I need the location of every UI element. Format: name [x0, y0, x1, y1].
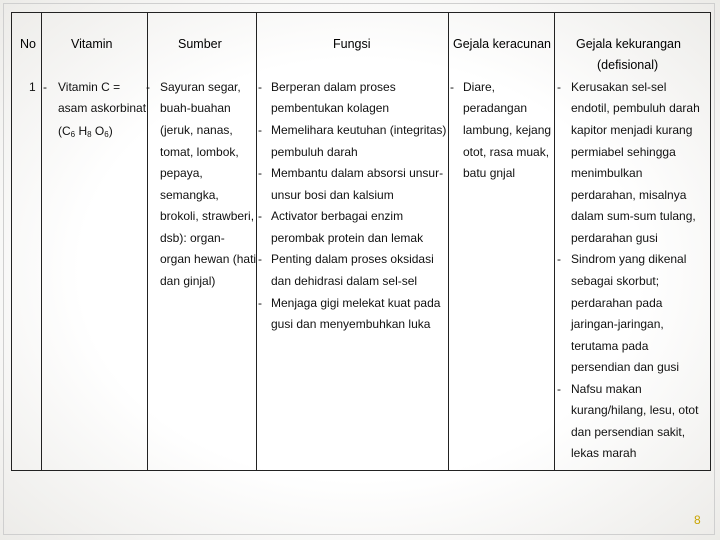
sumber-line: pepaya,	[160, 166, 203, 180]
sumber-line: buah-buahan	[160, 101, 231, 115]
keracunan-line: batu gnjal	[463, 166, 516, 180]
table-bottom-border	[11, 470, 711, 471]
kekurangan-line: persendian dan gusi	[571, 360, 680, 374]
fungsi-line: Penting dalam proses oksidasi	[271, 252, 434, 266]
fungsi-dash: -	[258, 123, 262, 137]
fungsi-dash: -	[258, 209, 262, 223]
kekurangan-line: perdarahan pada	[571, 296, 663, 310]
sumber-line: tomat, lombok,	[160, 145, 239, 159]
fungsi-line: Memelihara keutuhan (integritas)	[271, 123, 447, 137]
fungsi-line: unsur bosi dan kalsium	[271, 188, 394, 202]
sumber-line: (jeruk, nanas,	[160, 123, 233, 137]
kekurangan-line: terutama pada	[571, 339, 649, 353]
keracunan-line: peradangan	[463, 101, 528, 115]
fungsi-dash: -	[258, 296, 262, 310]
fungsi-line: perombak protein dan lemak	[271, 231, 424, 245]
fungsi-line: pembentukan kolagen	[271, 101, 390, 115]
keracunan-line: otot, rasa muak,	[463, 145, 550, 159]
fungsi-line: Menjaga gigi melekat kuat pada	[271, 296, 441, 310]
sumber-dash: -	[146, 80, 150, 94]
kekurangan-line: dalam sum-sum tulang,	[571, 209, 696, 223]
fungsi-line: pembuluh darah	[271, 145, 358, 159]
vitamin-name: Vitamin C =	[58, 80, 121, 94]
vitamin-chemical-name: asam askorbinat	[58, 101, 147, 115]
header-gejala-kekurangan-sub: (defisional)	[597, 58, 659, 72]
header-no: No	[20, 37, 36, 51]
page-number: 8	[694, 513, 701, 527]
kekurangan-dash: -	[557, 80, 561, 94]
fungsi-dash: -	[258, 80, 262, 94]
fungsi-line: gusi dan menyembuhkan luka	[271, 317, 431, 331]
kekurangan-line: Nafsu makan	[571, 382, 642, 396]
kekurangan-dash: -	[557, 382, 561, 396]
kekurangan-line: jaringan-jaringan,	[571, 317, 664, 331]
header-fungsi: Fungsi	[333, 37, 371, 51]
column-divider	[256, 12, 257, 471]
fungsi-line: Berperan dalam proses	[271, 80, 396, 94]
kekurangan-line: perdarahan, misalnya	[571, 188, 687, 202]
header-sumber: Sumber	[178, 37, 222, 51]
header-gejala-kekurangan: Gejala kekurangan	[576, 37, 681, 51]
keracunan-line: lambung, kejang	[463, 123, 552, 137]
sumber-line: brokoli, strawberi,	[160, 209, 255, 223]
fungsi-line: Activator berbagai enzim	[271, 209, 404, 223]
kekurangan-line: kapitor menjadi kurang	[571, 123, 693, 137]
fungsi-dash: -	[258, 252, 262, 266]
table-top-border	[11, 12, 711, 13]
table-left-border	[11, 12, 12, 471]
column-divider	[554, 12, 555, 471]
sumber-line: dan ginjal)	[160, 274, 216, 288]
kekurangan-line: endotil, pembuluh darah	[571, 101, 700, 115]
kekurangan-line: perdarahan gusi	[571, 231, 658, 245]
keracunan-line: Diare,	[463, 80, 496, 94]
kekurangan-line: sebagai skorbut;	[571, 274, 660, 288]
column-divider	[448, 12, 449, 471]
vitamin-dash: -	[43, 80, 47, 94]
sumber-line: semangka,	[160, 188, 219, 202]
kekurangan-line: lekas marah	[571, 446, 637, 460]
kekurangan-line: Kerusakan sel-sel	[571, 80, 667, 94]
fungsi-dash: -	[258, 166, 262, 180]
header-vitamin: Vitamin	[71, 37, 113, 51]
kekurangan-line: dan persendian sakit,	[571, 425, 686, 439]
kekurangan-line: menimbulkan	[571, 166, 643, 180]
fungsi-line: Membantu dalam absorsi unsur-	[271, 166, 444, 180]
sumber-line: dsb): organ-	[160, 231, 225, 245]
fungsi-line: dan dehidrasi dalam sel-sel	[271, 274, 418, 288]
kekurangan-line: permiabel sehingga	[571, 145, 676, 159]
table-right-border	[710, 12, 711, 471]
sumber-line: Sayuran segar,	[160, 80, 241, 94]
keracunan-dash: -	[450, 80, 454, 94]
sumber-line: organ hewan (hati	[160, 252, 257, 266]
vitamin-formula: ($C_6$ $H_8$ $O_6$)	[58, 124, 113, 139]
row-number: 1	[29, 80, 36, 94]
column-divider	[41, 12, 42, 471]
kekurangan-dash: -	[557, 252, 561, 266]
kekurangan-line: Sindrom yang dikenal	[571, 252, 687, 266]
header-gejala-keracunan: Gejala keracunan	[453, 37, 551, 51]
kekurangan-line: kurang/hilang, lesu, otot	[571, 403, 699, 417]
